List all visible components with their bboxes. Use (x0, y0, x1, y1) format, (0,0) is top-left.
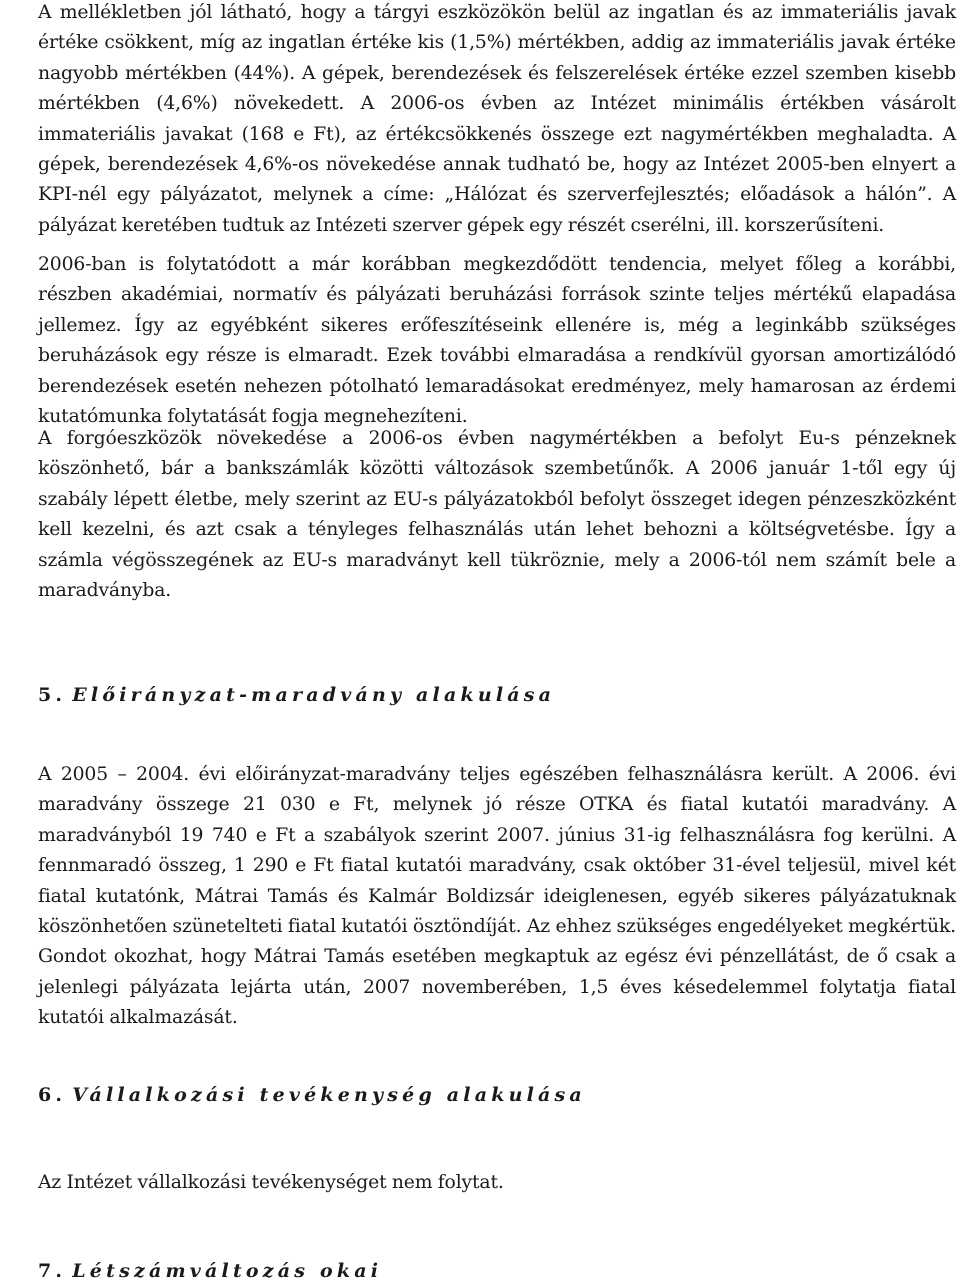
section-title: Előirányzat-maradvány alakulása (72, 684, 556, 706)
paragraph-business-activity: Az Intézet vállalkozási tevékenységet nem folytat. (38, 1172, 504, 1193)
section-number: 5. (38, 684, 67, 706)
paragraph-investment-trend: 2006-ban is folytatódott a már korábban megkezdődött tendencia, melyet főleg a korábbi, részben akadémiai, normatív és pályázati beruházási források szinte teljes mértékű elapadása jellemez. Így az egyébként sikeres erőfeszítéseink ellenére is, még a leginkább szükséges beruházások egy része is elmaradt. Ezek további elmaradása a rendkívül gyorsan amortizálódó berendezések esetén nehezen pótolható lemaradásokat eredményez, mely hamarosan az érdemi kutatómunka folytatását fogja megnehezíteni. (38, 254, 956, 428)
section-title: Létszámváltozás okai (72, 1260, 383, 1282)
section-title: Vállalkozási tevékenység alakulása (72, 1084, 586, 1106)
section-heading-5 (38, 680, 555, 710)
paragraph-appropriation-remainder: A 2005 – 2004. évi előirányzat-maradvány teljes egészében felhasználásra került. A 2006. évi maradvány összege 21 030 e Ft, melynek jó része OTKA és fiatal kutatói maradvány. A maradványból 19 740 e Ft a szabályok szerint 2007. június 31-ig felhasználásra fog kerülni. A fennmaradó összeg, 1 290 e Ft fiatal kutatói maradvány, csak október 31-ével teljesül, mivel két fiatal kutatónk, Mátrai Tamás és Kalmár Boldizsár ideiglenesen, egyéb sikeres pályázatuknak köszönhetően szünetelteti fiatal kutatói ösztöndíját. Az ehhez szükséges engedélyeket megkértük. Gondot okozhat, hogy Mátrai Tamás esetében megkaptuk az egész évi pénzellátást, de ő csak a jelenlegi pályázata lejárta után, 2007 novemberében, 1,5 éves késedelemmel folytatja fiatal kutatói alkalmazását. (38, 764, 956, 1029)
section-number: 6. (38, 1084, 67, 1106)
paragraph-current-assets: A forgóeszközök növekedése a 2006-os évben nagymértékben a befolyt Eu-s pénzeknek köszönhető, bár a bankszámlák közötti változások szembetűnők. A 2006 január 1-től egy új szabály lépett életbe, mely szerint az EU-s pályázatokból befolyt összeget idegen pénzeszközként kell kezelni, és azt csak a tényleges felhasználás után lehet behozni a költségvetésbe. Így a számla végösszegének az EU-s maradványt kell tükröznie, mely a 2006-tól nem számít bele a maradványba. (38, 428, 956, 602)
paragraph-tangible-assets: A mellékletben jól látható, hogy a tárgyi eszközökön belül az ingatlan és az immateriális javak értéke csökkent, míg az ingatlan értéke kis (1,5%) mértékben, addig az immateriális javak értéke nagyobb mértékben (44%). A gépek, berendezések és felszerelések értéke ezzel szemben kisebb mértékben (4,6%) növekedett. A 2006-os évben az Intézet minimális értékben vásárolt immateriális javakat (168 e Ft), az értékcsökkenés összege ezt nagymértékben meghaladta. A gépek, berendezések 4,6%-os növekedése annak tudható be, hogy az Intézet 2005-ben elnyert a KPI-nél egy pályázatot, melynek a címe: „Hálózat és szerverfejlesztés; előadások a hálón”. A pályázat keretében tudtuk az Intézeti szerver gépek egy részét cserélni, ill. korszerűsíteni. (38, 2, 956, 236)
section-heading-6 (38, 1080, 586, 1110)
section-number: 7. (38, 1260, 67, 1282)
section-heading-7 (38, 1256, 382, 1286)
